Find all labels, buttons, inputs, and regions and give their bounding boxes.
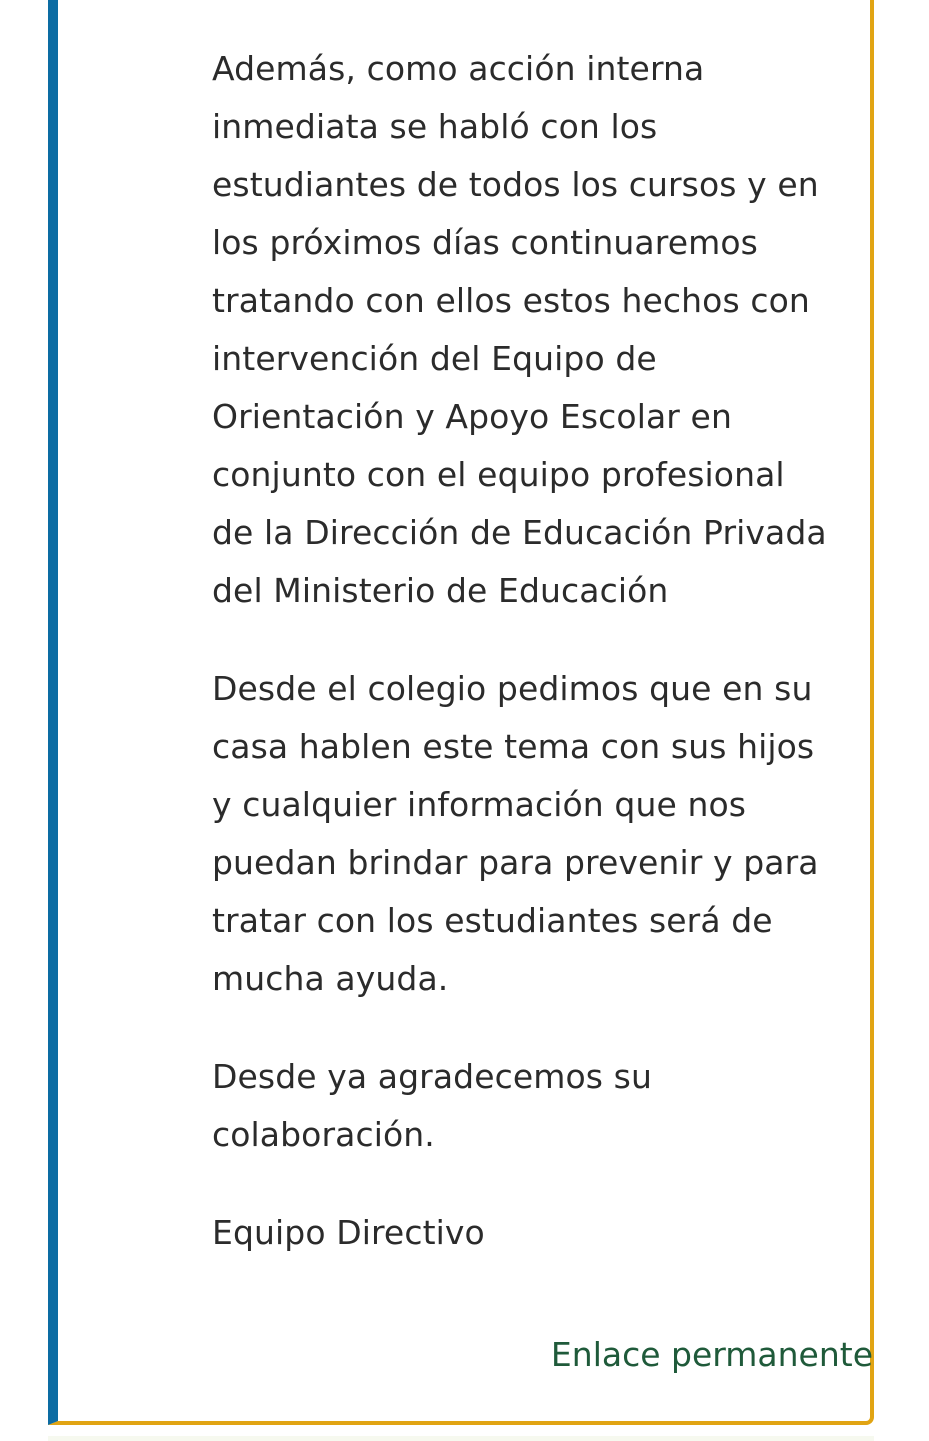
article-card <box>48 0 874 1425</box>
permalink-link[interactable]: Enlace permanente <box>550 1335 873 1374</box>
page-bottom-strip <box>48 1436 874 1441</box>
paragraph-thanks: Desde ya agradecemos su colaboración. <box>212 1057 652 1154</box>
paragraph-internal-action: Además, como acción interna inmediata se habló con los estudiantes de todos los cursos y en los próximos días continuaremos tratando con ellos estos hechos con intervención del Equipo de Orientación y Apoyo Escolar en conjunto con el equipo profesional de la Dirección de Educación Privada del Ministerio de Educación <box>212 49 827 610</box>
signature: Equipo Directivo <box>212 1213 485 1252</box>
paragraph-request-parents: Desde el colegio pedimos que en su casa hablen este tema con sus hijos y cualquier información que nos puedan brindar para prevenir y para tratar con los estudiantes será de mucha ayuda. <box>212 669 819 998</box>
article-body <box>212 40 852 1262</box>
